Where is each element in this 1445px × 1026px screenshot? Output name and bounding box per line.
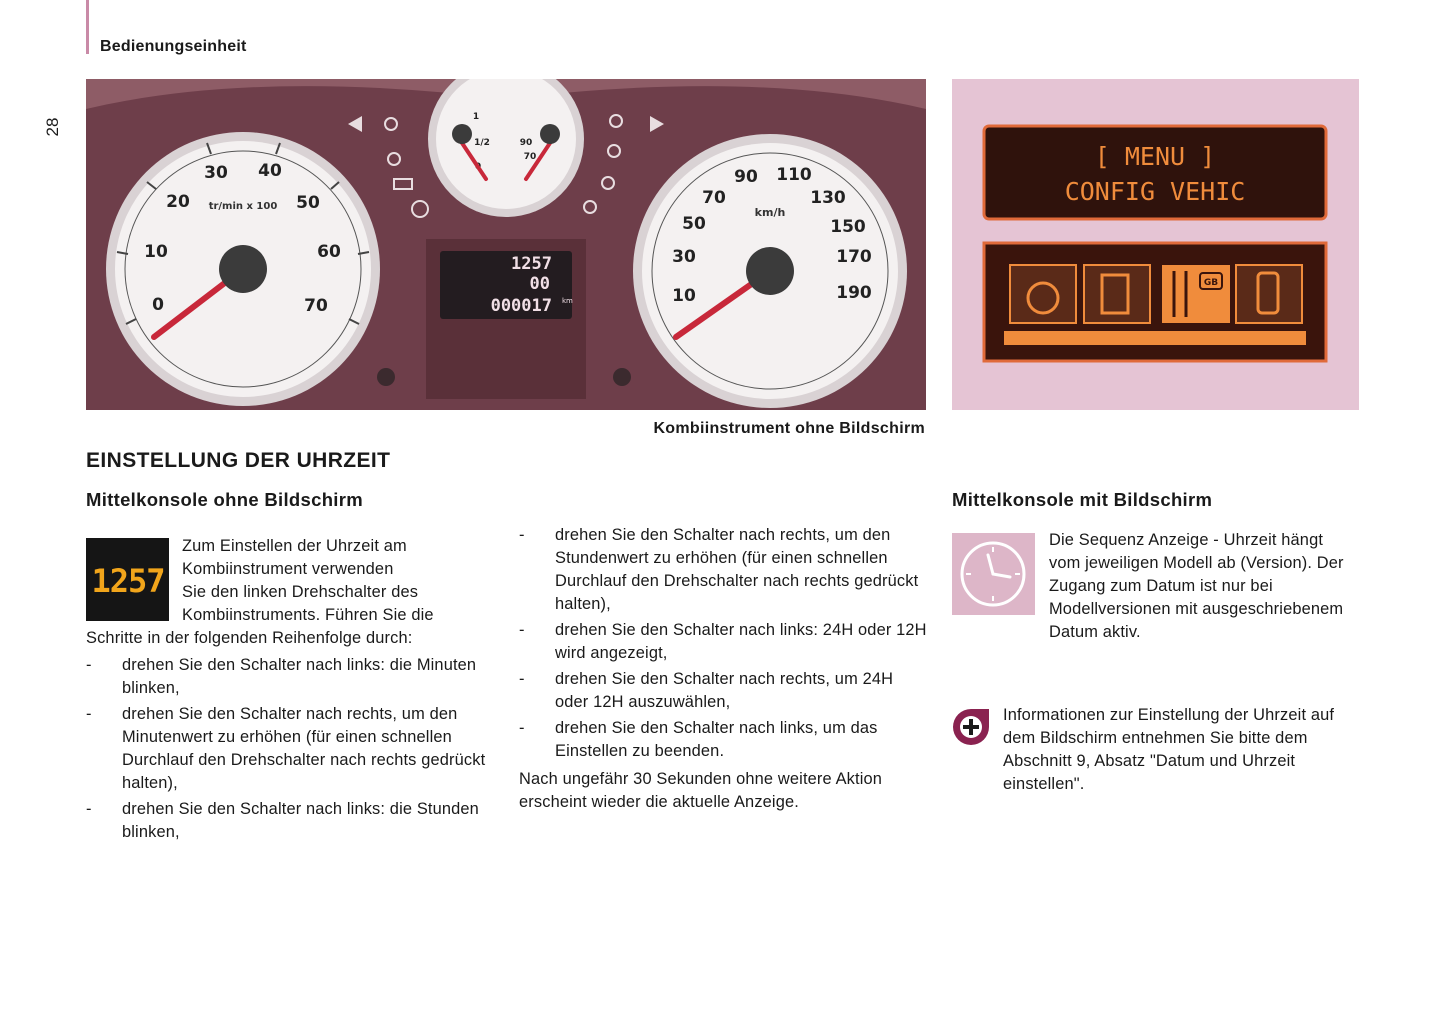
left-step-1: - drehen Sie den Schalter nach links: die Minuten blinken,: [86, 656, 477, 697]
main-heading: EINSTELLUNG DER UHRZEIT: [86, 449, 391, 472]
speed-label-70: 70: [702, 188, 726, 208]
middle-step-3: - drehen Sie den Schalter nach rechts, um 24H oder 12H auszuwählen,: [519, 670, 894, 711]
tacho-label-0: 0: [152, 295, 164, 315]
instrument-cluster-figure: [86, 79, 926, 410]
page-number: 28: [43, 117, 62, 137]
tacho-hub: [219, 245, 267, 293]
odometer-time: 1257: [511, 254, 552, 274]
instrument-cluster-drawing: [86, 79, 926, 410]
multifunction-display-drawing: [952, 79, 1359, 410]
speed-unit-label: km/h: [754, 206, 786, 219]
clock-display-drawing: [86, 538, 169, 621]
section-title: Bedienungseinheit: [100, 38, 247, 55]
menu-line-2: CONFIG VEHIC: [1064, 177, 1246, 206]
right-sequence-text: Die Sequenz Anzeige - Uhrzeit hängt vom jeweiligen Modell ab (Version). Der Zugang zum Datum ist nur bei Modellversionen mit ausgeschriebenem Datum aktiv.: [1049, 531, 1344, 641]
middle-closing: Nach ungefähr 30 Sekunden ohne weitere Aktion erscheint wieder die aktuelle Anzeige.: [519, 770, 883, 811]
speed-label-170: 170: [836, 247, 872, 267]
right-subheading: Mittelkonsole mit Bildschirm: [952, 489, 1213, 510]
middle-step-2: - drehen Sie den Schalter nach links: 24H oder 12H wird angezeigt,: [519, 621, 927, 662]
language-badge: GB: [1203, 278, 1219, 288]
speed-label-110: 110: [776, 165, 812, 185]
clock-display-thumbnail: [86, 538, 169, 621]
middle-step-4: - drehen Sie den Schalter nach links, um das Einstellen zu beenden.: [519, 719, 878, 760]
odometer-mileage: 000017: [490, 296, 552, 316]
speed-label-190: 190: [836, 283, 872, 303]
menu-line-1: [ MENU ]: [1094, 142, 1216, 171]
left-intro-tail: Schritte in der folgenden Reihenfolge durch:: [86, 629, 413, 647]
left-steps-list: [86, 654, 496, 847]
speed-label-130: 130: [810, 188, 846, 208]
temp-label-70: 70: [523, 152, 537, 162]
intro-line-1: Zum Einstellen der Uhrzeit am: [182, 537, 407, 555]
tacho-label-20: 20: [166, 192, 190, 212]
left-knob: [377, 368, 395, 386]
odometer-seconds: 00: [529, 274, 550, 294]
speed-hub: [746, 247, 794, 295]
figure-caption: Kombiinstrument ohne Bildschirm: [653, 420, 925, 437]
odometer-display: [440, 251, 573, 319]
right-knob: [613, 368, 631, 386]
tacho-label-10: 10: [144, 242, 168, 262]
right-info-text: Informationen zur Einstellung der Uhrzeit auf dem Bildschirm entnehmen Sie bitte dem Abschnitt 9, Absatz "Datum und Uhrzeit einstellen".: [1003, 706, 1335, 793]
middle-steps-list: [519, 524, 929, 766]
speed-label-50: 50: [682, 214, 706, 234]
tacho-label-70: 70: [304, 296, 328, 316]
tacho-label-60: 60: [317, 242, 341, 262]
left-subheading: Mittelkonsole ohne Bildschirm: [86, 489, 363, 510]
speed-label-150: 150: [830, 217, 866, 237]
fuel-label-half: 1/2: [474, 138, 490, 148]
speedometer-gauge: [633, 134, 907, 408]
plus-info-icon: [952, 707, 990, 747]
clock-icon: [952, 533, 1035, 615]
intro-line-2: Kombiinstrument verwenden: [182, 560, 394, 578]
clock-display-digits: 1257: [91, 562, 165, 600]
speed-label-90: 90: [734, 167, 758, 187]
header-rule: [86, 0, 89, 54]
intro-line-4: Kombiinstruments. Führen Sie die: [182, 606, 434, 624]
fuel-label-1: 1: [472, 112, 480, 122]
speed-label-10: 10: [672, 286, 696, 306]
tacho-label-30: 30: [204, 163, 228, 183]
left-intro: [182, 535, 502, 627]
middle-step-1: - drehen Sie den Schalter nach rechts, um den Stundenwert zu erhöhen (für einen schnellen Durchlauf den Drehschalter nach rechts gedrückt halten),: [519, 526, 919, 613]
icon-selection-bar: [1004, 331, 1306, 345]
odometer-unit: km: [562, 297, 573, 305]
speed-label-30: 30: [672, 247, 696, 267]
intro-line-3: Sie den linken Drehschalter des: [182, 583, 419, 601]
tacho-label-40: 40: [258, 161, 282, 181]
temp-label-90: 90: [519, 138, 533, 148]
multifunction-display-figure: [952, 79, 1359, 410]
left-step-3: - drehen Sie den Schalter nach links: die Stunden blinken,: [86, 800, 479, 841]
tacho-label-50: 50: [296, 193, 320, 213]
tachometer-gauge: [106, 132, 380, 406]
tacho-unit-label: tr/min x 100: [208, 201, 278, 212]
left-step-2: - drehen Sie den Schalter nach rechts, um den Minutenwert zu erhöhen (für einen schnellen Durchlauf den Drehschalter nach rechts gedrückt halten),: [86, 705, 486, 792]
